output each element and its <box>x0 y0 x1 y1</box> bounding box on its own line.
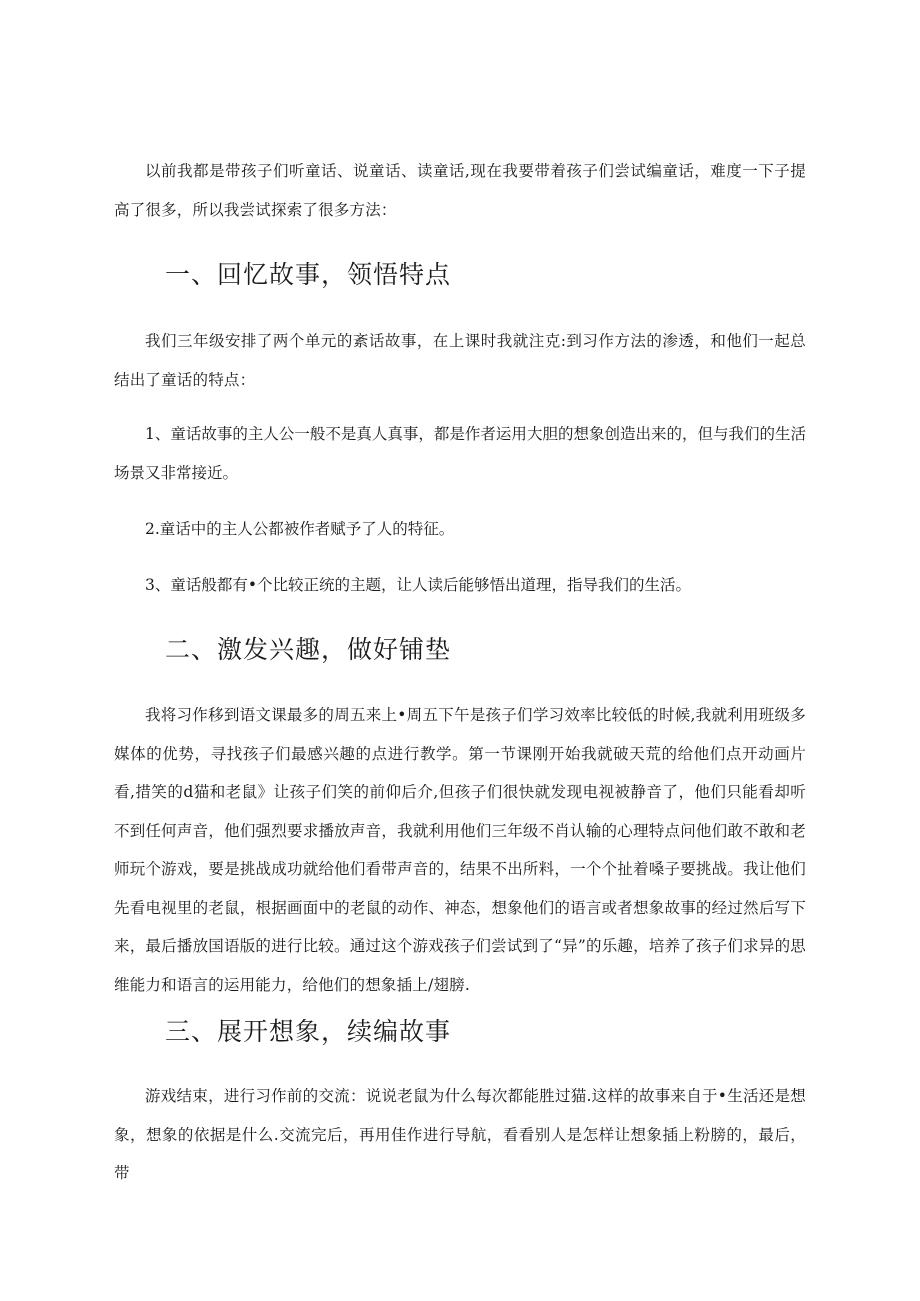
section-2-paragraph: 我将习作移到语文课最多的周五来上•周五下午是孩子们学习效率比较低的时候,我就利用班级多媒体的优势，寻找孩子们最感兴趣的点进行教学。第一节课刚开始我就破天荒的给他们点开动画片看,措笑的d猫和老鼠》让孩子们笑的前仰后介,但孩子们很快就发现电视被静音了，他们只能看却听不到任何声音，他们强烈要求播放声音，我就利用他们三年级不肖认输的心理特点问他们敢不敢和老师玩个游戏，要是挑战成功就给他们看带声音的，结果不出所料，一个个扯着嗓子要挑战。我让他们先看电视里的老鼠，根据画面中的老鼠的动作、神态，想象他们的语言或者想象故事的经过然后写下来，最后播放国语版的进行比较。通过这个游戏孩子们尝试到了“异”的乐趣，培养了孩子们求异的思维能力和语言的运用能力，给他们的想象插上/翅膀. <box>114 706 806 994</box>
section-3-paragraph: 游戏结束，进行习作前的交流：说说老鼠为什么每次都能胜过猫.这样的故事来自于•生活还是想象，想象的依据是什么.交流完后，再用佳作进行导航，看看别人是怎样让想象插上粉膀的，最后，带 <box>114 1087 806 1182</box>
section-heading-1: 一、回忆故事，领悟特点 <box>165 260 452 289</box>
list-item-1: 1、童话故事的主人公一般不是真人真事，都是作者运用大胆的想象创造出来的，但与我们的生活场景又非常接近。 <box>114 425 806 482</box>
list-item-3: 3、童话般都有•个比较正统的主题，让人读后能够悟出道理，指导我们的生活。 <box>145 576 692 594</box>
intro-paragraph: 以前我都是带孩子们听童话、说童话、读童话,现在我要带着孩子们尝试编童话，难度一下子提高了很多，所以我尝试探索了很多方法： <box>114 162 806 219</box>
section-1-paragraph: 我们三年级安排了两个单元的紊话故事，在上课时我就注克:到习作方法的渗透，和他们一起总结出了童话的特点： <box>114 332 806 389</box>
section-heading-3: 三、展开想象，续编故事 <box>165 1017 452 1046</box>
section-heading-2: 二、激发兴趣，做好铺垫 <box>165 635 452 664</box>
list-item-2: 2.童话中的主人公都被作者赋予了人的特征。 <box>145 520 455 538</box>
